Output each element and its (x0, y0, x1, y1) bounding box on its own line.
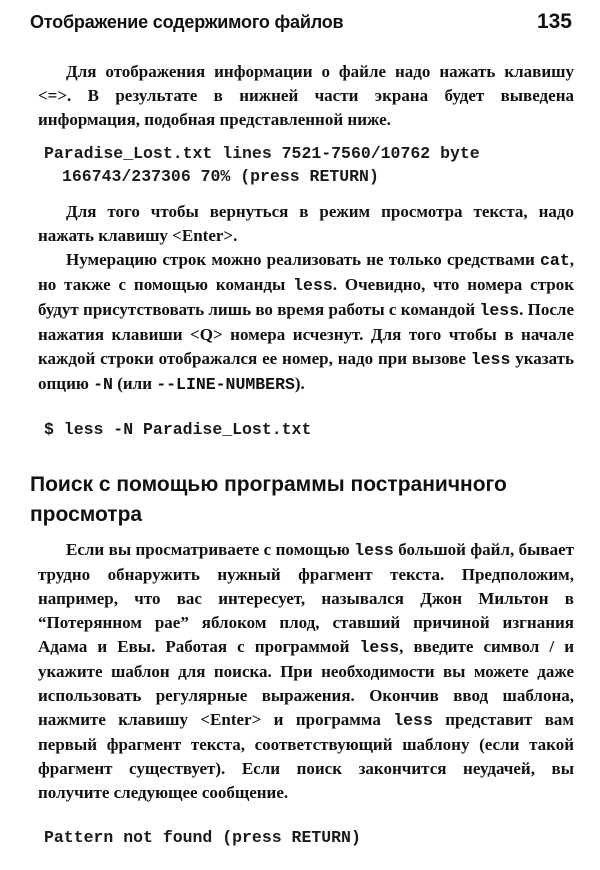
paragraph-file-info: Для отображения информации о файле надо нажать клавишу <=>. В результате в нижней части экрана будет выведена информация, подобная представленной ниже. (38, 62, 574, 129)
code-pattern-not-found: Pattern not found (press RETURN) (44, 828, 361, 847)
command-less: less (479, 301, 520, 320)
command-less: less (393, 711, 433, 730)
page-number: 135 (536, 10, 572, 33)
paragraph-line-numbering (38, 248, 574, 397)
text-segment: представит вам первый фрагмент текста, соответствующий шаблону (если такой фрагмент существует). Если поиск закончится неудачей, вы получите следующее сообщение. (38, 710, 574, 802)
command-less: less (470, 350, 511, 369)
text-segment: . После нажатия клавиши <Q> номера исчезнут. Для того чтобы в начале каждой строки отображался ее номер, надо при вызове (38, 300, 574, 368)
text-segment: указать опцию (38, 349, 574, 393)
code-less-n-command: $ less -N Paradise_Lost.txt (44, 420, 312, 439)
paragraph-return-view: Для того чтобы вернуться в режим просмотра текста, надо нажать клавишу <Enter>. (38, 202, 574, 245)
paragraph-search (38, 538, 574, 805)
text-segment: (или (112, 374, 157, 393)
command-less: less (293, 276, 333, 295)
text-segment: , введите символ / и укажите шаблон для поиска. При необходимости вы можете даже использовать регулярные выражения. Окончив ввод шаблона, нажмите клавишу <Enter> и программа (38, 637, 574, 729)
text-segment: большой файл, бывает трудно обнаружить нужный фрагмент текста. Предположим, например, что вас интересует, назывался Джон Мильтон в “Потерянном рае” яблоком плод, ставший причиной изгнания Адама и Евы. Работая с программой (38, 540, 575, 656)
option-n: -N (93, 375, 113, 394)
section-heading: Поиск с помощью программы постраничного просмотра (30, 473, 507, 526)
command-cat: cat (540, 251, 570, 270)
text-segment: Нумерацию строк можно реализовать не только средствами (66, 250, 541, 269)
text-segment: Если вы просматриваете с помощью (66, 540, 355, 559)
command-less: less (354, 541, 394, 560)
code-line-status-2: 166743/237306 70% (press RETURN) (62, 167, 379, 186)
command-less: less (359, 638, 400, 657)
text-segment: , но также с помощью команды (38, 250, 574, 294)
code-line-status-1: Paradise_Lost.txt lines 7521-7560/10762 byte (44, 144, 480, 163)
option-line-numbers: --LINE-NUMBERS (156, 375, 295, 394)
text-segment: . Очевидно, что номера строк будут присутствовать лишь во время работы с командой (38, 275, 574, 319)
running-title: Отображение содержимого файлов (30, 12, 344, 32)
text-segment: ). (294, 374, 305, 393)
